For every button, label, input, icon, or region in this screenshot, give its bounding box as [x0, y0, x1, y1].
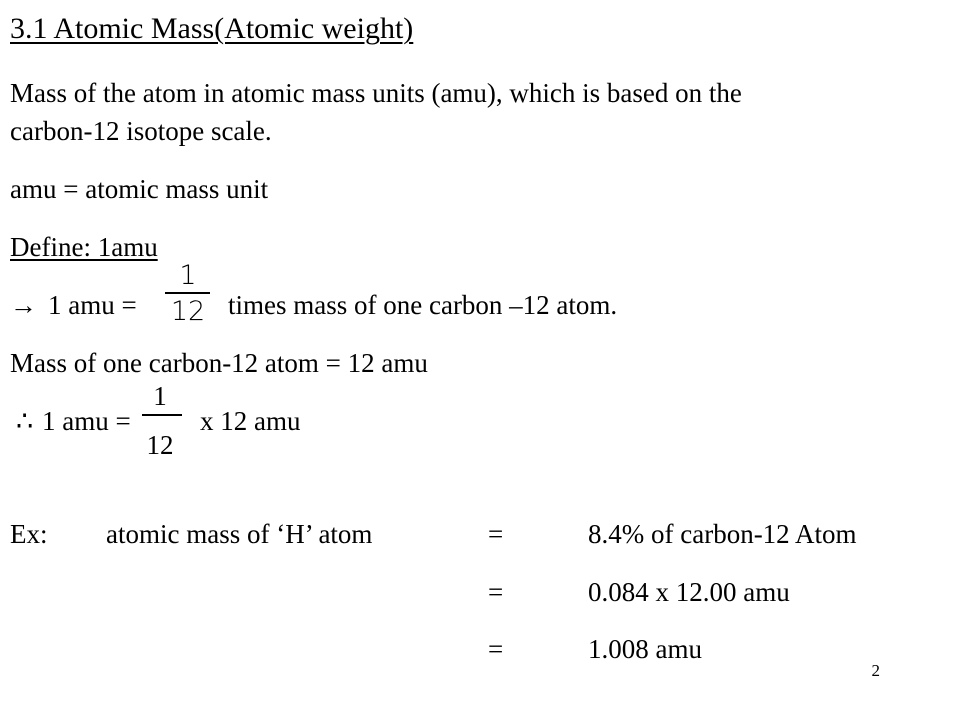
arrow-icon: → [10, 290, 37, 320]
example-value: 8.4% of carbon-12 Atom [588, 519, 857, 549]
equals-sign: = [488, 577, 504, 607]
intro-line-2: carbon-12 isotope scale. [10, 116, 272, 146]
arrow-line-lhs: 1 amu = [48, 290, 137, 320]
fraction-bar [142, 414, 182, 416]
fraction-denominator: 12 [146, 430, 174, 460]
fraction-numerator: 1 [179, 260, 197, 291]
equals-sign: = [488, 519, 504, 549]
slide-title: 3.1 Atomic Mass(Atomic weight) [10, 12, 414, 45]
example-label: Ex: [10, 519, 48, 549]
intro-line-1: Mass of the atom in atomic mass units (amu), which is based on the [10, 78, 742, 108]
fraction-bar [165, 292, 210, 294]
example-value: 1.008 amu [588, 634, 702, 664]
example-value: 0.084 x 12.00 amu [588, 577, 790, 607]
amu-definition: amu = atomic mass unit [10, 174, 269, 204]
fraction-denominator: 12 [170, 296, 206, 327]
therefore-line-lhs: 1 amu = [42, 406, 131, 436]
carbon-mass-statement: Mass of one carbon-12 atom = 12 amu [10, 348, 428, 378]
example-subject: atomic mass of ‘H’ atom [106, 519, 373, 549]
therefore-symbol: ∴ [16, 406, 34, 436]
equals-sign: = [488, 634, 504, 664]
therefore-line-rhs: x 12 amu [200, 406, 301, 436]
define-label: Define: 1amu [10, 232, 158, 262]
fraction-numerator: 1 [153, 381, 167, 411]
arrow-line-rhs: times mass of one carbon –12 atom. [228, 290, 618, 320]
page-number: 2 [871, 661, 880, 680]
